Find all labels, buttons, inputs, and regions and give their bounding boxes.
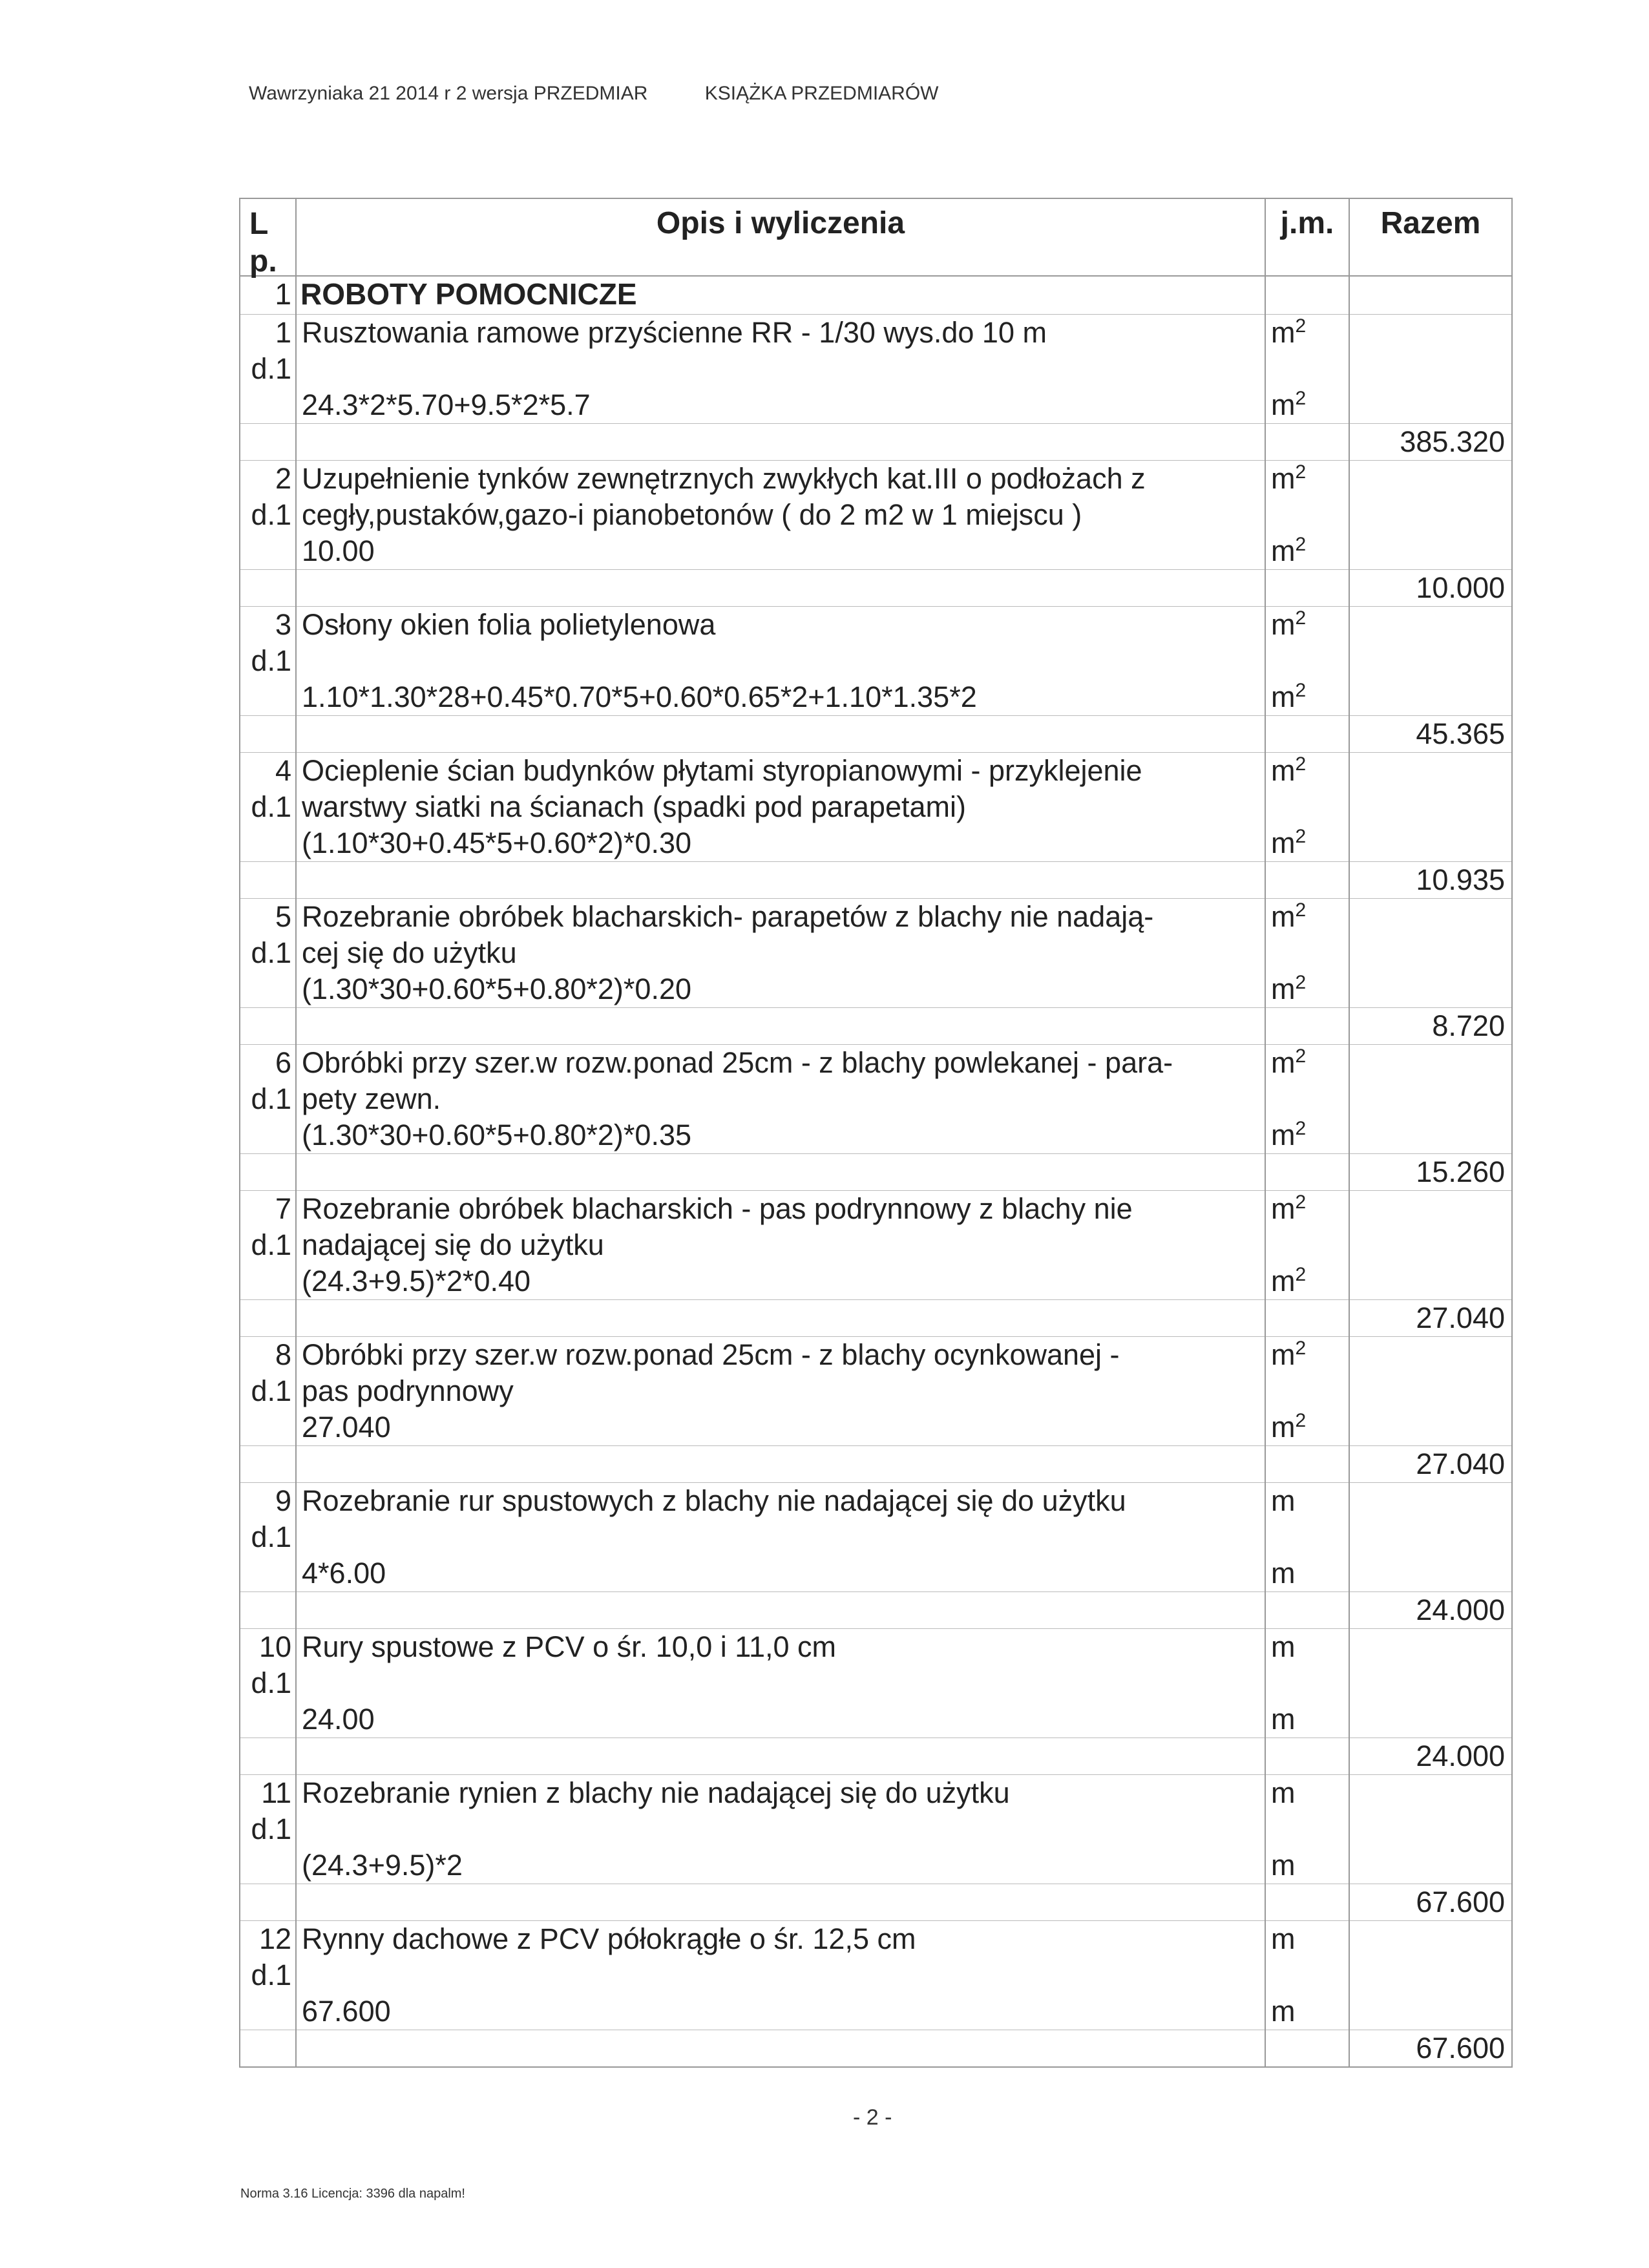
item-number: 4 xyxy=(240,753,296,790)
item-description-cont xyxy=(296,1957,1265,1993)
item-calculation: 24.00 xyxy=(296,1701,1265,1738)
item-row-continued xyxy=(240,497,1512,533)
item-unit: $m^2$ xyxy=(1265,753,1349,790)
item-row xyxy=(240,461,1512,498)
item-subnumber: d.1 xyxy=(240,1227,296,1263)
item-total: 67.600 xyxy=(1349,2030,1512,2068)
item-description: Rynny dachowe z PCV półokrągłe o śr. 12,5 cm xyxy=(296,1921,1265,1958)
item-subnumber: d.1 xyxy=(240,1665,296,1701)
item-row xyxy=(240,1483,1512,1520)
item-description-cont xyxy=(296,1811,1265,1847)
item-number: 6 xyxy=(240,1045,296,1082)
item-row-continued xyxy=(240,1373,1512,1409)
item-calculation: 1.10*1.30*28+0.45*0.70*5+0.60*0.65*2+1.10*1.35*2 xyxy=(296,679,1265,716)
item-description: Rozebranie rynien z blachy nie nadającej się do użytku xyxy=(296,1775,1265,1812)
item-subnumber: d.1 xyxy=(240,789,296,825)
item-number: 5 xyxy=(240,899,296,936)
item-calculation: 27.040 xyxy=(296,1409,1265,1446)
item-description-cont: nadającej się do użytku xyxy=(296,1227,1265,1263)
item-row-continued xyxy=(240,1665,1512,1701)
item-total-row xyxy=(240,424,1512,461)
item-unit: m xyxy=(1265,1775,1349,1812)
section-number: 1 xyxy=(240,276,296,315)
item-subnumber: d.1 xyxy=(240,1081,296,1117)
item-number: 7 xyxy=(240,1191,296,1228)
item-row-continued xyxy=(240,1227,1512,1263)
item-calc-unit: $m^2$ xyxy=(1265,825,1349,862)
col-header-razem: Razem xyxy=(1349,198,1512,276)
item-calculation-row xyxy=(240,1701,1512,1738)
item-total: 27.040 xyxy=(1349,1300,1512,1337)
item-row xyxy=(240,1045,1512,1082)
item-description: Rozebranie obróbek blacharskich- parapetów z blachy nie nadają- xyxy=(296,899,1265,936)
item-description-cont: warstwy siatki na ścianach (spadki pod parapetami) xyxy=(296,789,1265,825)
item-number: 12 xyxy=(240,1921,296,1958)
item-row-continued xyxy=(240,935,1512,971)
item-row xyxy=(240,315,1512,352)
item-row-continued xyxy=(240,1957,1512,1993)
item-total: 67.600 xyxy=(1349,1884,1512,1921)
col-header-lp: L p. xyxy=(240,198,296,276)
item-unit: $m^2$ xyxy=(1265,315,1349,352)
item-calc-unit: $m^2$ xyxy=(1265,971,1349,1008)
footer-license: Norma 3.16 Licencja: 3396 dla napalm! xyxy=(240,2187,465,2201)
item-total-row xyxy=(240,570,1512,607)
item-description-cont xyxy=(296,643,1265,679)
item-row-continued xyxy=(240,1811,1512,1847)
item-unit: m xyxy=(1265,1629,1349,1666)
item-calc-unit: $m^2$ xyxy=(1265,1117,1349,1154)
item-calculation: (1.30*30+0.60*5+0.80*2)*0.20 xyxy=(296,971,1265,1008)
item-row xyxy=(240,1629,1512,1666)
item-calc-unit: m xyxy=(1265,1847,1349,1884)
item-calculation: (24.3+9.5)*2 xyxy=(296,1847,1265,1884)
section-title: ROBOTY POMOCNICZE xyxy=(296,276,1265,315)
item-calculation-row xyxy=(240,1263,1512,1300)
item-row-continued xyxy=(240,1081,1512,1117)
item-total-row xyxy=(240,1008,1512,1045)
item-description-cont xyxy=(296,351,1265,387)
item-total-row xyxy=(240,716,1512,753)
item-calculation-row xyxy=(240,1555,1512,1592)
item-row-continued xyxy=(240,351,1512,387)
page-header xyxy=(249,83,938,105)
item-unit: $m^2$ xyxy=(1265,1045,1349,1082)
item-row xyxy=(240,1775,1512,1812)
item-description: Obróbki przy szer.w rozw.ponad 25cm - z blachy powlekanej - para- xyxy=(296,1045,1265,1082)
przedmiar-table xyxy=(239,198,1513,2068)
item-description-cont: cegły,pustaków,gazo-i pianobetonów ( do 2 m2 w 1 miejscu ) xyxy=(296,497,1265,533)
item-unit: $m^2$ xyxy=(1265,1337,1349,1374)
item-calculation-row xyxy=(240,1847,1512,1884)
item-number: 2 xyxy=(240,461,296,498)
item-total: 15.260 xyxy=(1349,1154,1512,1191)
item-total-row xyxy=(240,1446,1512,1483)
item-calc-unit: $m^2$ xyxy=(1265,679,1349,716)
item-row-continued xyxy=(240,1519,1512,1555)
item-subnumber: d.1 xyxy=(240,351,296,387)
item-calculation-row xyxy=(240,679,1512,716)
header-book-title: KSIĄŻKA PRZEDMIARÓW xyxy=(704,83,939,104)
item-total-row xyxy=(240,1884,1512,1921)
item-unit: $m^2$ xyxy=(1265,1191,1349,1228)
item-subnumber: d.1 xyxy=(240,1957,296,1993)
item-unit: m xyxy=(1265,1921,1349,1958)
item-number: 11 xyxy=(240,1775,296,1812)
item-total: 27.040 xyxy=(1349,1446,1512,1483)
item-number: 3 xyxy=(240,607,296,644)
item-calculation: 67.600 xyxy=(296,1993,1265,2030)
item-calculation: 10.00 xyxy=(296,533,1265,570)
item-number: 9 xyxy=(240,1483,296,1520)
table-header-row xyxy=(240,198,1512,276)
item-description: Uzupełnienie tynków zewnętrznych zwykłych kat.III o podłożach z xyxy=(296,461,1265,498)
item-row xyxy=(240,607,1512,644)
item-total-row xyxy=(240,1300,1512,1337)
item-description: Rozebranie obróbek blacharskich - pas podrynnowy z blachy nie xyxy=(296,1191,1265,1228)
item-total-row xyxy=(240,1592,1512,1629)
item-calc-unit: $m^2$ xyxy=(1265,1409,1349,1446)
item-row xyxy=(240,1921,1512,1958)
item-subnumber: d.1 xyxy=(240,935,296,971)
header-file-name: Wawrzyniaka 21 2014 r 2 wersja PRZEDMIAR xyxy=(249,83,648,104)
item-calculation: 4*6.00 xyxy=(296,1555,1265,1592)
item-calc-unit: $m^2$ xyxy=(1265,387,1349,424)
item-total: 24.000 xyxy=(1349,1592,1512,1629)
col-header-opis: Opis i wyliczenia xyxy=(296,198,1265,276)
item-calculation-row xyxy=(240,825,1512,862)
item-calc-unit: m xyxy=(1265,1555,1349,1592)
item-subnumber: d.1 xyxy=(240,497,296,533)
col-header-jm: j.m. xyxy=(1265,198,1349,276)
item-calculation: (1.10*30+0.45*5+0.60*2)*0.30 xyxy=(296,825,1265,862)
item-description-cont: pas podrynnowy xyxy=(296,1373,1265,1409)
item-description-cont: cej się do użytku xyxy=(296,935,1265,971)
item-unit: $m^2$ xyxy=(1265,607,1349,644)
item-description: Osłony okien folia polietylenowa xyxy=(296,607,1265,644)
item-description-cont xyxy=(296,1665,1265,1701)
item-calculation-row xyxy=(240,1117,1512,1154)
item-calculation: 24.3*2*5.70+9.5*2*5.7 xyxy=(296,387,1265,424)
item-calculation-row xyxy=(240,971,1512,1008)
item-number: 8 xyxy=(240,1337,296,1374)
section-row xyxy=(240,276,1512,315)
item-calculation-row xyxy=(240,387,1512,424)
item-row xyxy=(240,899,1512,936)
item-description-cont xyxy=(296,1519,1265,1555)
item-calc-unit: $m^2$ xyxy=(1265,1263,1349,1300)
item-subnumber: d.1 xyxy=(240,1519,296,1555)
item-total: 10.000 xyxy=(1349,570,1512,607)
item-calc-unit: $m^2$ xyxy=(1265,533,1349,570)
item-calc-unit: m xyxy=(1265,1701,1349,1738)
item-description-cont: pety zewn. xyxy=(296,1081,1265,1117)
item-total-row xyxy=(240,1738,1512,1775)
item-calculation-row xyxy=(240,1993,1512,2030)
item-description: Ocieplenie ścian budynków płytami styropianowymi - przyklejenie xyxy=(296,753,1265,790)
item-number: 1 xyxy=(240,315,296,352)
item-unit: $m^2$ xyxy=(1265,461,1349,498)
item-calculation-row xyxy=(240,533,1512,570)
item-row xyxy=(240,1337,1512,1374)
item-total: 10.935 xyxy=(1349,862,1512,899)
item-description: Rozebranie rur spustowych z blachy nie nadającej się do użytku xyxy=(296,1483,1265,1520)
item-calculation-row xyxy=(240,1409,1512,1446)
item-unit: $m^2$ xyxy=(1265,899,1349,936)
item-total-row xyxy=(240,2030,1512,2068)
item-subnumber: d.1 xyxy=(240,1811,296,1847)
item-calculation: (1.30*30+0.60*5+0.80*2)*0.35 xyxy=(296,1117,1265,1154)
item-total-row xyxy=(240,1154,1512,1191)
item-total-row xyxy=(240,862,1512,899)
item-unit: m xyxy=(1265,1483,1349,1520)
item-subnumber: d.1 xyxy=(240,1373,296,1409)
item-total: 8.720 xyxy=(1349,1008,1512,1045)
item-description: Obróbki przy szer.w rozw.ponad 25cm - z blachy ocynkowanej - xyxy=(296,1337,1265,1374)
item-description: Rusztowania ramowe przyścienne RR - 1/30 wys.do 10 m xyxy=(296,315,1265,352)
item-total: 385.320 xyxy=(1349,424,1512,461)
item-row xyxy=(240,753,1512,790)
item-calc-unit: m xyxy=(1265,1993,1349,2030)
item-row-continued xyxy=(240,789,1512,825)
item-description: Rury spustowe z PCV o śr. 10,0 i 11,0 cm xyxy=(296,1629,1265,1666)
item-row xyxy=(240,1191,1512,1228)
item-subnumber: d.1 xyxy=(240,643,296,679)
item-row-continued xyxy=(240,643,1512,679)
page-number: - 2 - xyxy=(853,2105,892,2130)
item-total: 45.365 xyxy=(1349,716,1512,753)
item-number: 10 xyxy=(240,1629,296,1666)
item-calculation: (24.3+9.5)*2*0.40 xyxy=(296,1263,1265,1300)
item-total: 24.000 xyxy=(1349,1738,1512,1775)
